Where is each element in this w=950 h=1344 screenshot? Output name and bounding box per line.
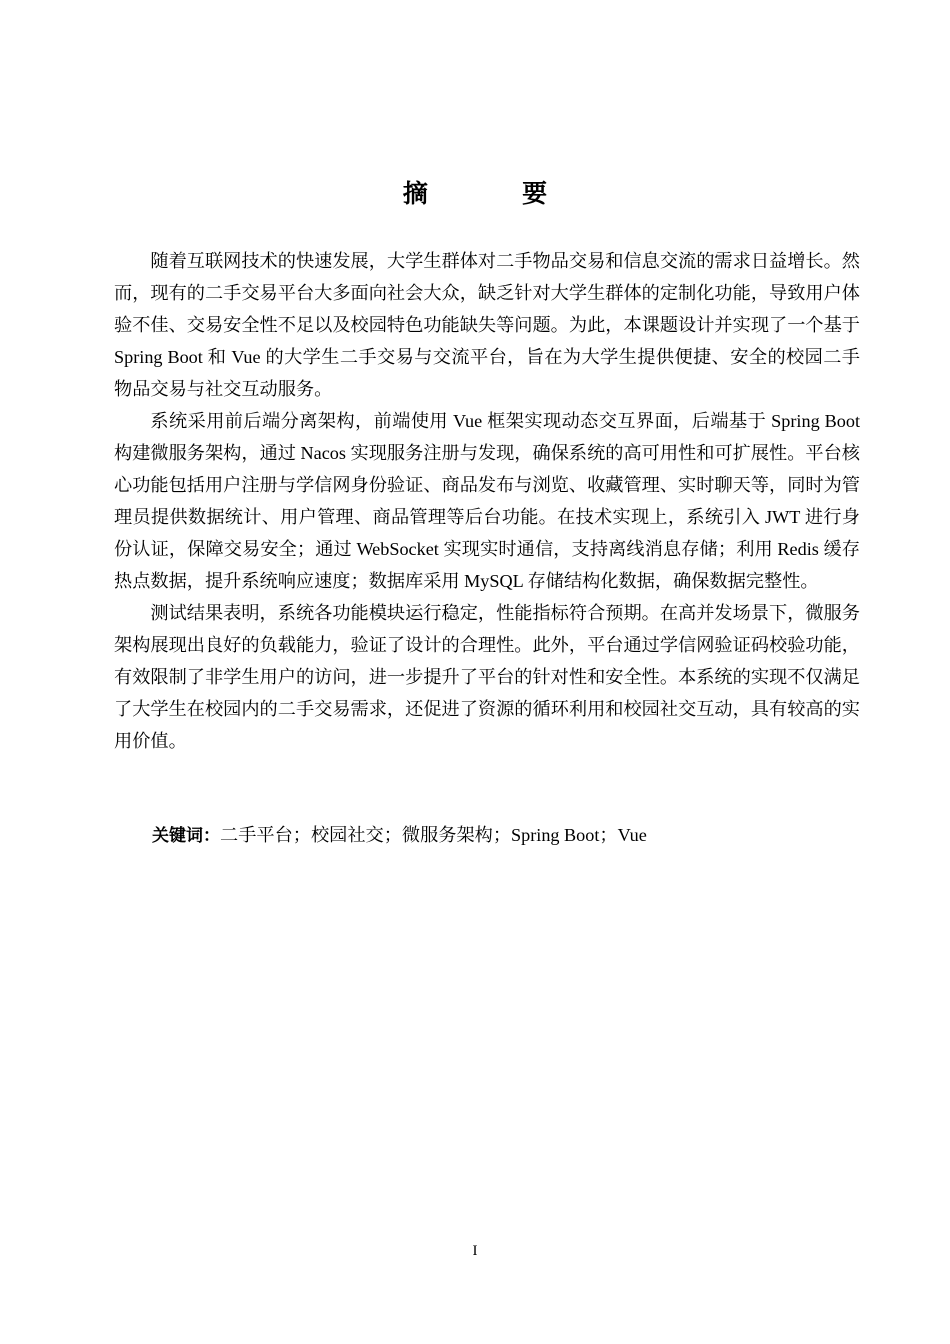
keywords-line xyxy=(152,819,647,852)
abstract-paragraph-1: 随着互联网技术的快速发展，大学生群体对二手物品交易和信息交流的需求日益增长。然而，现有的二手交易平台大多面向社会大众，缺乏针对大学生群体的定制化功能，导致用户体验不佳、交易安全性不足以及校园特色功能缺失等问题。为此，本课题设计并实现了一个基于 Spring Boot 和 Vue 的大学生二手交易与交流平台，旨在为大学生提供便捷、安全的校园二手物品交易与社交互动服务。 xyxy=(114,251,860,399)
page-number: I xyxy=(472,1243,478,1259)
abstract-paragraph-3: 测试结果表明，系统各功能模块运行稳定，性能指标符合预期。在高并发场景下，微服务架构展现出良好的负载能力，验证了设计的合理性。此外，平台通过学信网验证码校验功能，有效限制了非学生用户的访问，进一步提升了平台的针对性和安全性。本系统的实现不仅满足了大学生在校园内的二手交易需求，还促进了资源的循环利用和校园社交互动，具有较高的实用价值。 xyxy=(114,603,860,751)
keywords-label: 关键词： xyxy=(152,826,220,846)
abstract-title: 摘 要 xyxy=(402,181,592,208)
keywords-text: 二手平台；校园社交；微服务架构；Spring Boot；Vue xyxy=(220,825,647,845)
abstract-body xyxy=(114,245,860,757)
abstract-paragraph-2: 系统采用前后端分离架构，前端使用 Vue 框架实现动态交互界面，后端基于 Spring Boot 构建微服务架构，通过 Nacos 实现服务注册与发现，确保系统的高可用性和可扩展性。平台核心功能包括用户注册与学信网身份验证、商品发布与浏览、收藏管理、实时聊天等，同时为管理员提供数据统计、用户管理、商品管理等后台功能。在技术实现上，系统引入 JWT 进行身份认证，保障交易安全；通过 WebSocket 实现实时通信，支持离线消息存储；利用 Redis 缓存热点数据，提升系统响应速度；数据库采用 MySQL 存储结构化数据，确保数据完整性。 xyxy=(114,411,860,591)
